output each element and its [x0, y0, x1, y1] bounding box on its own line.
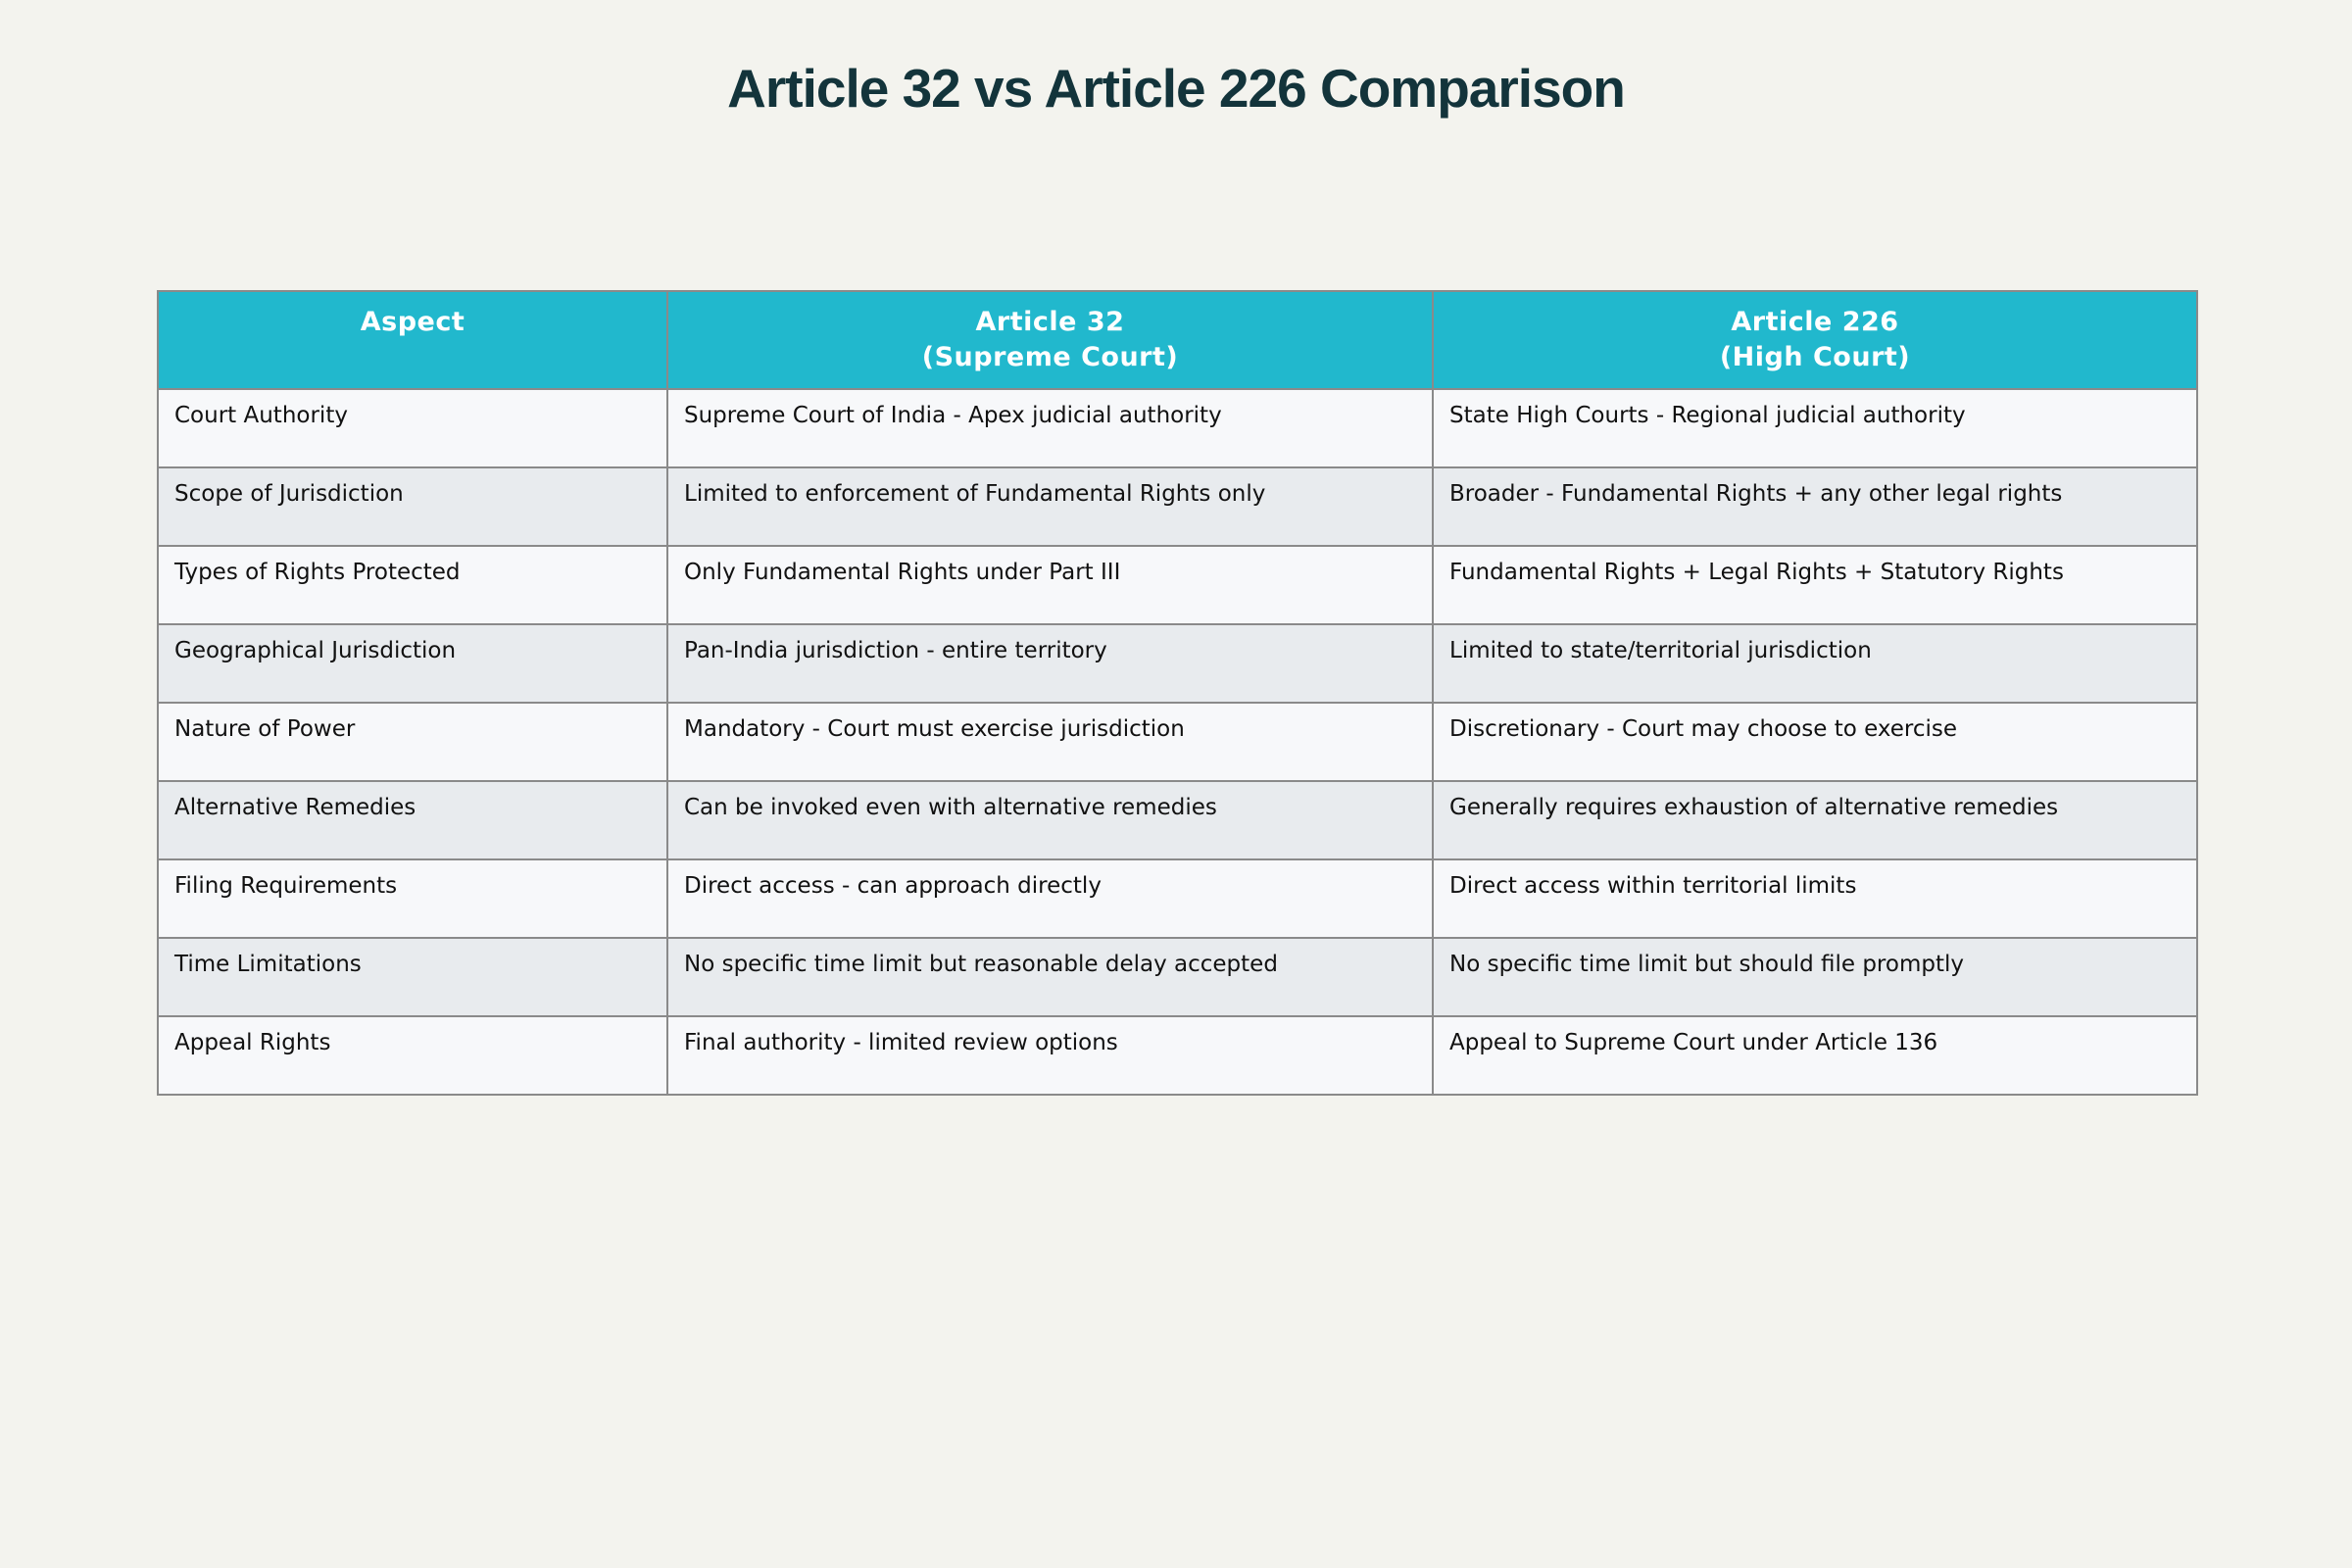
cell-article-226: Broader - Fundamental Rights + any other legal rights [1433, 467, 2197, 546]
cell-article-32: Limited to enforcement of Fundamental Rights only [667, 467, 1433, 546]
table-row [158, 1016, 2197, 1095]
header-article-226 [1433, 291, 2197, 389]
cell-article-226: Appeal to Supreme Court under Article 136 [1433, 1016, 2197, 1095]
header-article-32 [667, 291, 1433, 389]
header-article-226-label: Article 226 [1731, 307, 1899, 337]
cell-aspect: Appeal Rights [158, 1016, 667, 1095]
cell-article-226: Limited to state/territorial jurisdiction [1433, 624, 2197, 703]
cell-article-32: Only Fundamental Rights under Part III [667, 546, 1433, 624]
cell-article-32: Can be invoked even with alternative remedies [667, 781, 1433, 859]
cell-article-226: Generally requires exhaustion of alternative remedies [1433, 781, 2197, 859]
cell-article-226: Fundamental Rights + Legal Rights + Statutory Rights [1433, 546, 2197, 624]
cell-aspect: Time Limitations [158, 938, 667, 1016]
cell-aspect: Filing Requirements [158, 859, 667, 938]
cell-aspect: Nature of Power [158, 703, 667, 781]
cell-aspect: Scope of Jurisdiction [158, 467, 667, 546]
table-row [158, 624, 2197, 703]
header-aspect [158, 291, 667, 389]
cell-aspect: Types of Rights Protected [158, 546, 667, 624]
comparison-table [157, 290, 2198, 1096]
cell-article-32: No specific time limit but reasonable delay accepted [667, 938, 1433, 1016]
cell-article-32: Direct access - can approach directly [667, 859, 1433, 938]
table-row [158, 546, 2197, 624]
header-aspect-label: Aspect [360, 307, 466, 337]
cell-article-32: Pan-India jurisdiction - entire territory [667, 624, 1433, 703]
table-row [158, 467, 2197, 546]
cell-article-32: Supreme Court of India - Apex judicial authority [667, 389, 1433, 467]
cell-article-226: No specific time limit but should file promptly [1433, 938, 2197, 1016]
table-row [158, 938, 2197, 1016]
table-header-row [158, 291, 2197, 389]
table-row [158, 859, 2197, 938]
cell-article-226: State High Courts - Regional judicial authority [1433, 389, 2197, 467]
cell-article-226: Discretionary - Court may choose to exercise [1433, 703, 2197, 781]
page-title: Article 32 vs Article 226 Comparison [727, 58, 1625, 119]
header-article-32-label: Article 32 [975, 307, 1125, 337]
cell-aspect: Court Authority [158, 389, 667, 467]
cell-aspect: Geographical Jurisdiction [158, 624, 667, 703]
table-row [158, 703, 2197, 781]
header-article-226-sublabel: (High Court) [1719, 342, 1911, 372]
table-row [158, 781, 2197, 859]
cell-aspect: Alternative Remedies [158, 781, 667, 859]
header-article-32-sublabel: (Supreme Court) [921, 342, 1179, 372]
cell-article-32: Mandatory - Court must exercise jurisdiction [667, 703, 1433, 781]
table-row [158, 389, 2197, 467]
cell-article-32: Final authority - limited review options [667, 1016, 1433, 1095]
cell-article-226: Direct access within territorial limits [1433, 859, 2197, 938]
